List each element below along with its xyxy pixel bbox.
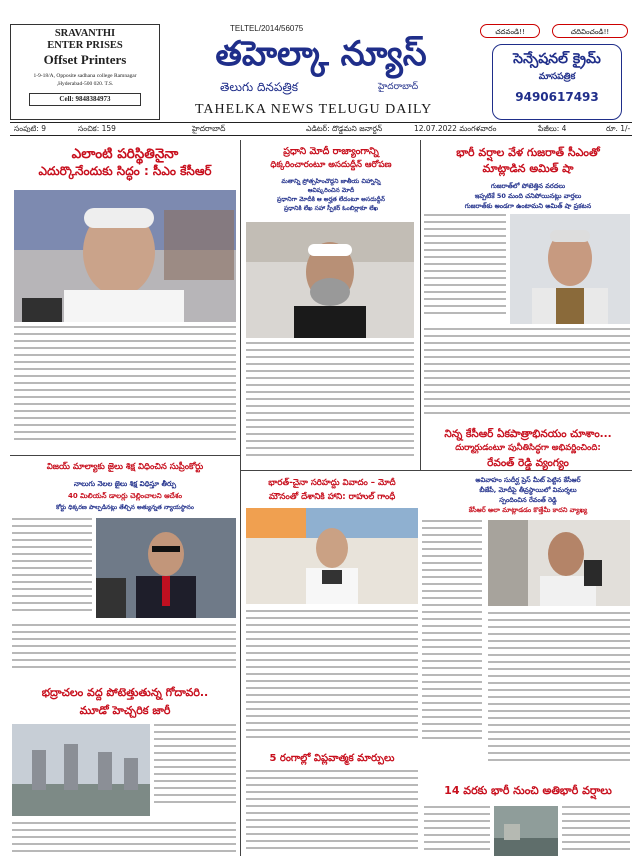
rain-article-text xyxy=(424,806,490,858)
revanth-headline1: నిన్న కేసీఆర్ ఏకపాత్రాభినయం చూశాం... xyxy=(444,428,612,440)
rahul-headline1: భారత్-చైనా సరిహద్దు వివాదం – మోదీ xyxy=(268,478,396,488)
column-divider-1 xyxy=(240,140,241,856)
column-divider-2 xyxy=(420,140,421,470)
gujarat-sub3: గుజరాత్‌కు అండగా ఉంటామని అమిత్ షా ప్రకటన xyxy=(464,202,592,210)
rahul-article-text xyxy=(246,610,418,748)
rain-photo xyxy=(494,806,558,856)
vijay-mallya-photo xyxy=(96,518,236,618)
info-city: హైదరాబాద్ xyxy=(192,124,226,133)
crime-magazine-advertisement xyxy=(480,24,630,120)
rahul-gandhi-photo xyxy=(246,508,418,604)
price: రూ. 1/- xyxy=(606,124,631,133)
revanth-headline3: రేవంత్ రెడ్డి వ్యంగ్యం xyxy=(487,457,569,469)
owaisi-sub1: మతాన్ని ప్రోత్సహించొద్దని జాతీయ చిహ్నాన్ని xyxy=(281,178,381,185)
gujarat-article-text xyxy=(424,214,506,324)
owaisi-article-text xyxy=(246,342,414,466)
revanth-sub2: బీజేపీ, మోదీపై తీవ్రస్థాయిలో విమర్శలు xyxy=(479,486,577,494)
revanth-sub1: అవివాహం సుదీర్ఘ ప్రెస్ మీట్ పెట్టిన కేసీఆర్ xyxy=(475,476,581,484)
owaisi-sub2: ఆవిష్కరించిన మోదీ xyxy=(307,187,355,194)
newspaper-logo: తహెల్కా న్యూస్ xyxy=(215,34,427,74)
amit-shah-photo xyxy=(510,214,630,324)
kcr-photo xyxy=(14,190,236,322)
ad-left-line1: SRAVANTHI xyxy=(54,28,116,39)
kcr-headline2: ఎదుర్కొనేందుకు సిద్ధం : సీఎం కేసీఆర్ xyxy=(38,164,212,178)
ad-right-subtitle: మాసపత్రిక xyxy=(538,72,576,82)
revanth-reddy-photo xyxy=(488,520,630,606)
editor: ఎడిటర్: దొడ్డమని జనార్దన్ xyxy=(306,124,383,133)
revanth-sub3: స్పందించిన రేవంత్ రెడ్డి xyxy=(499,496,557,504)
revanth-headline2: దుర్మార్గుడంటూ పునీతిసిద్ధగా అభివర్ణించింది: xyxy=(455,443,601,453)
revanth-sub4: కేసీఆర్ అలా మాట్లాడడం కొత్తేమీ కాదని వ్యాఖ్య xyxy=(468,506,588,514)
owaisi-sub3: ప్రధానిగా మోదీకి ఆ అర్హత లేదంటూ అసదుద్దీన్ xyxy=(277,196,385,203)
ad-right-box xyxy=(492,44,622,120)
mallya-headline: విజయ్ మాల్యాకు జైలు శిక్ష విధించిన సుప్రీంకోర్టు xyxy=(46,462,204,472)
ad-left-line3: Offset Printers xyxy=(43,52,127,67)
owaisi-headline1: ప్రధాని మోదీ రాజ్యాంగాన్ని xyxy=(283,146,379,157)
issue-number: సంచిక: 159 xyxy=(78,124,116,133)
issue-date: 12.07.2022 మంగళవారం xyxy=(414,124,497,133)
mallya-sub2: 40 మిలియన్ డాలర్లు చెల్లించాలని ఆదేశం xyxy=(67,492,183,500)
ad-left-address2: ,Hyderabad-500 020. T.S. xyxy=(56,81,114,87)
mallya-article-text xyxy=(12,518,92,618)
godavari-headline1: భద్రాచలం వద్ద పోటెత్తుతున్న గోదావరి.. xyxy=(41,686,209,699)
printer-advertisement xyxy=(10,24,160,120)
kcr-headline1: ఎలాంటి పరిస్థితినైనా xyxy=(71,146,179,162)
row-divider-left xyxy=(10,455,240,456)
godavari-article-text2 xyxy=(12,822,236,858)
ad-left-line2: ENTER PRISES xyxy=(47,40,123,51)
ad-left-address1: 1-9-18/A, Opposite sadhana college Ramnagar xyxy=(33,73,137,79)
gujarat-headline1: భారీ వర్షాల వేళ గుజరాత్ సీఎంతో xyxy=(456,146,600,159)
mallya-sub3: కోర్టు ధిక్కరణ పాల్పడినట్లు తేల్చిన అత్యున్నత న్యాయస్థానం xyxy=(56,504,194,511)
issue-info-bar xyxy=(10,122,632,136)
godavari-article-text xyxy=(154,724,236,816)
page-count: పేజీలు: 4 xyxy=(538,124,567,133)
reforms-article-text xyxy=(246,770,418,858)
godavari-headline2: మూడో హెచ్చరిక జారీ xyxy=(79,704,171,717)
registration-number: TELTEL/2014/56075 xyxy=(230,24,304,33)
rahul-headline2: మౌనంతో దేశానికి హాని: రాహుల్ గాంధీ xyxy=(268,492,396,502)
newspaper-subtitle: తెలుగు దినపత్రిక xyxy=(220,80,299,94)
gujarat-headline2: మాట్లాడిన అమిత్ షా xyxy=(482,162,574,175)
gujarat-sub1: గుజరాత్‌లో పోటెత్తిన వరదలు xyxy=(490,182,566,190)
english-name: TAHELKA NEWS TELUGU DAILY xyxy=(195,102,433,117)
mallya-sub1: నాలుగు నెలల జైలు శిక్ష విధిస్తూ తీర్పు xyxy=(73,480,177,488)
ad-right-title: సెన్సేషనల్ క్రైమ్ xyxy=(513,51,601,67)
owaisi-headline2: ధిక్కరించారంటూ అసదుద్దీన్ ఆరోపణ xyxy=(270,160,392,170)
newspaper-city: హైదరాబాద్ xyxy=(378,82,419,92)
ad-left-cell: Cell: 9848384973 xyxy=(29,93,141,106)
owaisi-photo xyxy=(246,222,414,338)
gujarat-sub2: ఇప్పటికే 50 మంది చనిపోయినట్లు వార్తలు xyxy=(474,192,582,200)
owaisi-sub4: ప్రధానికి లేఖ సహా స్పీకర్ ఓంబిర్లాకూ లేఖ xyxy=(283,205,379,212)
reforms-headline: 5 రంగాల్లో విప్లవాత్మక మార్పులు xyxy=(269,753,395,764)
ad-right-phone: 9490617493 xyxy=(515,90,599,104)
kcr-article-text xyxy=(14,326,236,450)
rain-article-text2 xyxy=(562,806,630,858)
gujarat-article-text2 xyxy=(424,328,630,424)
bhadrachalam-photo xyxy=(12,724,150,816)
ad-pill-share: చదివించండి!! xyxy=(552,24,628,38)
revanth-article-text xyxy=(422,520,482,770)
revanth-article-text2 xyxy=(488,612,630,780)
ad-pill-read: చదవండి!! xyxy=(480,24,540,38)
mallya-article-text2 xyxy=(12,624,236,676)
masthead xyxy=(0,0,640,130)
rain-forecast-headline: 14 వరకు భారీ నుంచి అతిభారీ వర్షాలు xyxy=(444,784,612,797)
volume: సంపుటి: 9 xyxy=(14,124,47,133)
